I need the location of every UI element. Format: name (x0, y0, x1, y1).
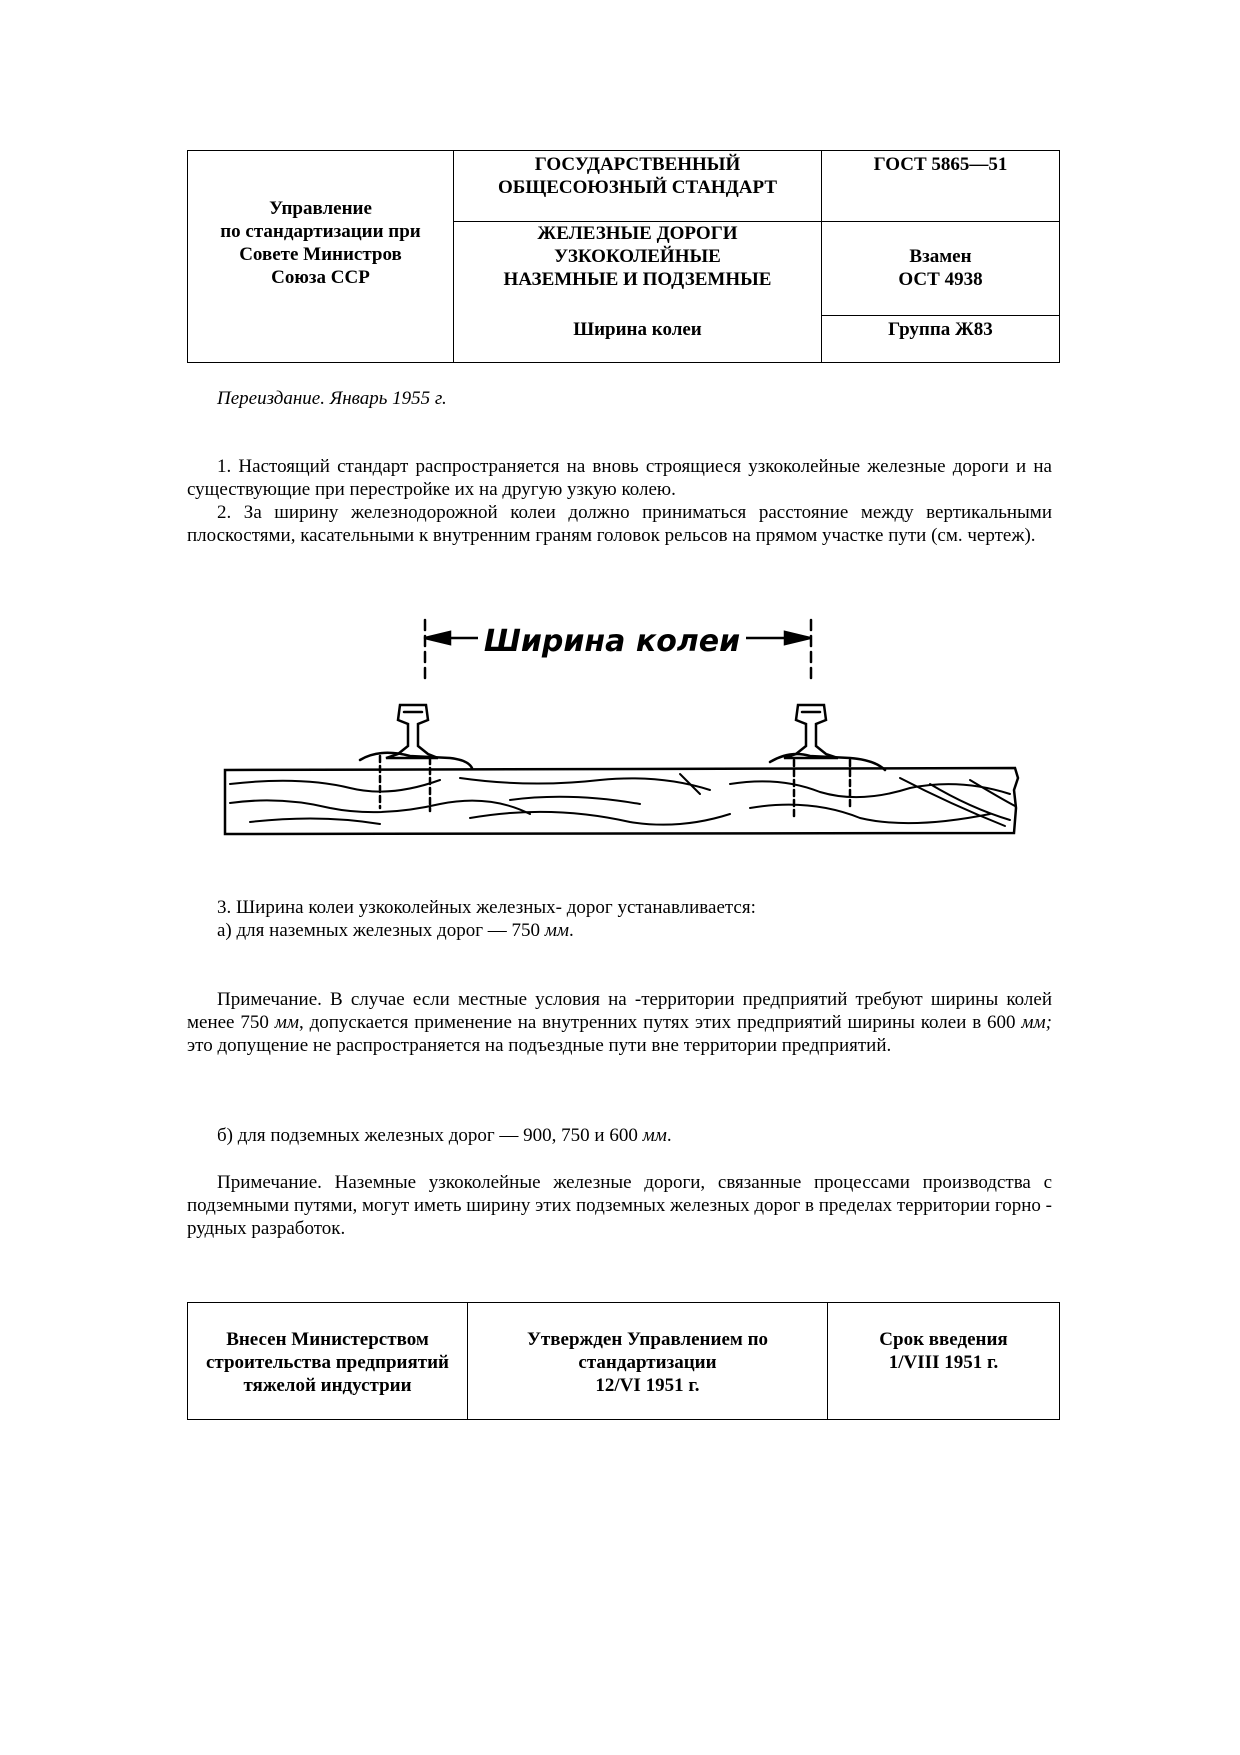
unit-mm-semicolon: мм; (1021, 1012, 1052, 1033)
group-code: Группа Ж83 (888, 319, 993, 340)
note-1-part-b: , допускается применение на внутренних путях этих предприятий ширины колеи в 600 (298, 1012, 1022, 1033)
gauge-label: Ширина колеи (483, 624, 741, 659)
approved-by-cell (468, 1303, 828, 1420)
standard-type-line: ГОСУДАРСТВЕННЫЙ (534, 154, 741, 175)
note-1-part-a: Примечание. В случае если местные условия на -территории предприятий требуют ширины колей менее 750 (187, 989, 1052, 1033)
footer-table (187, 1302, 1060, 1420)
note-1-part-c: это допущение не распространяется на подъездные пути вне территории предприятий. (187, 1035, 892, 1056)
clause-3a-text: а) для наземных железных дорог — 750 (217, 920, 545, 941)
approved-by-line: стандартизации (578, 1352, 717, 1373)
title-line: НАЗЕМНЫЕ И ПОДЗЕМНЫЕ (503, 269, 772, 290)
org-line: по стандартизации при (220, 220, 421, 242)
unit-mm: мм (642, 1125, 667, 1146)
approved-by-line: Утвержден Управлением по (526, 1329, 769, 1350)
gost-number-cell (822, 151, 1060, 222)
reissue-note: Переиздание. Январь 1955 г. (217, 388, 447, 409)
clause-3b: б) для подземных железных дорог — 900, 750 и 600 мм. (217, 1125, 672, 1146)
clause-3b-text: б) для подземных железных дорог — 900, 750 и 600 (217, 1125, 643, 1146)
clause-1: 1. Настоящий стандарт распространяется на вновь строящиеся узкоколейные железные дороги и на существующие при перестройке их на другую узкую колею. (187, 456, 1052, 500)
replaces-line: ОСТ 4938 (898, 269, 983, 290)
title-cell (454, 222, 822, 316)
org-line: Совете Министров (239, 243, 402, 265)
approved-by-line: 12/VI 1951 г. (595, 1375, 700, 1396)
subject-cell (454, 316, 822, 363)
introduced-by-line: тяжелой индустрии (243, 1375, 412, 1396)
effective-date-line: Срок введения (879, 1329, 1008, 1350)
org-cell (188, 151, 454, 363)
header-table (187, 150, 1060, 363)
title-line: УЗКОКОЛЕЙНЫЕ (554, 246, 721, 267)
clause-3: 3. Ширина колеи узкоколейных железных- дорог устанавливается: (217, 897, 756, 918)
track-gauge-drawing (210, 608, 1030, 848)
unit-mm: мм (544, 920, 570, 941)
arrow-left-icon (425, 632, 450, 644)
introduced-by-line: строительства предприятий (205, 1352, 450, 1373)
introduced-by-line: Внесен Министерством (226, 1329, 429, 1350)
note-1 (187, 988, 1052, 1057)
group-cell (822, 316, 1060, 363)
standard-type-line: ОБЩЕСОЮЗНЫЙ СТАНДАРТ (497, 177, 778, 198)
subject-title: Ширина колеи (573, 318, 702, 340)
effective-date-line: 1/VIII 1951 г. (888, 1352, 999, 1373)
arrow-right-icon (785, 632, 810, 644)
org-line: Союза ССР (271, 266, 370, 288)
replaces-line: Взамен (909, 246, 972, 267)
org-line: Управление (269, 197, 372, 219)
unit-mm: мм (274, 1012, 299, 1033)
clause-3a: а) для наземных железных дорог — 750 мм. (217, 920, 574, 941)
gost-number: ГОСТ 5865—51 (873, 154, 1008, 175)
title-line: ЖЕЛЕЗНЫЕ ДОРОГИ (537, 223, 738, 244)
rail-left (386, 705, 438, 758)
replaces-cell (822, 222, 1060, 316)
introduced-by-cell (188, 1303, 468, 1420)
tie-plate-left (360, 753, 472, 768)
standard-type-cell (454, 151, 822, 222)
effective-date-cell (828, 1303, 1060, 1420)
note-2: Примечание. Наземные узкоколейные железные дороги, связанные процессами производства с подземными путями, могут иметь ширину этих подземных железных дорог в пределах территории горно - рудных разработок. (187, 1172, 1052, 1239)
rail-right (784, 705, 838, 758)
clause-2: 2. За ширину железнодорожной колеи должно приниматься расстояние между вертикальными плоскостями, касательными к внутренним граням головок рельсов на прямом участке пути (см. чертеж). (187, 502, 1052, 546)
